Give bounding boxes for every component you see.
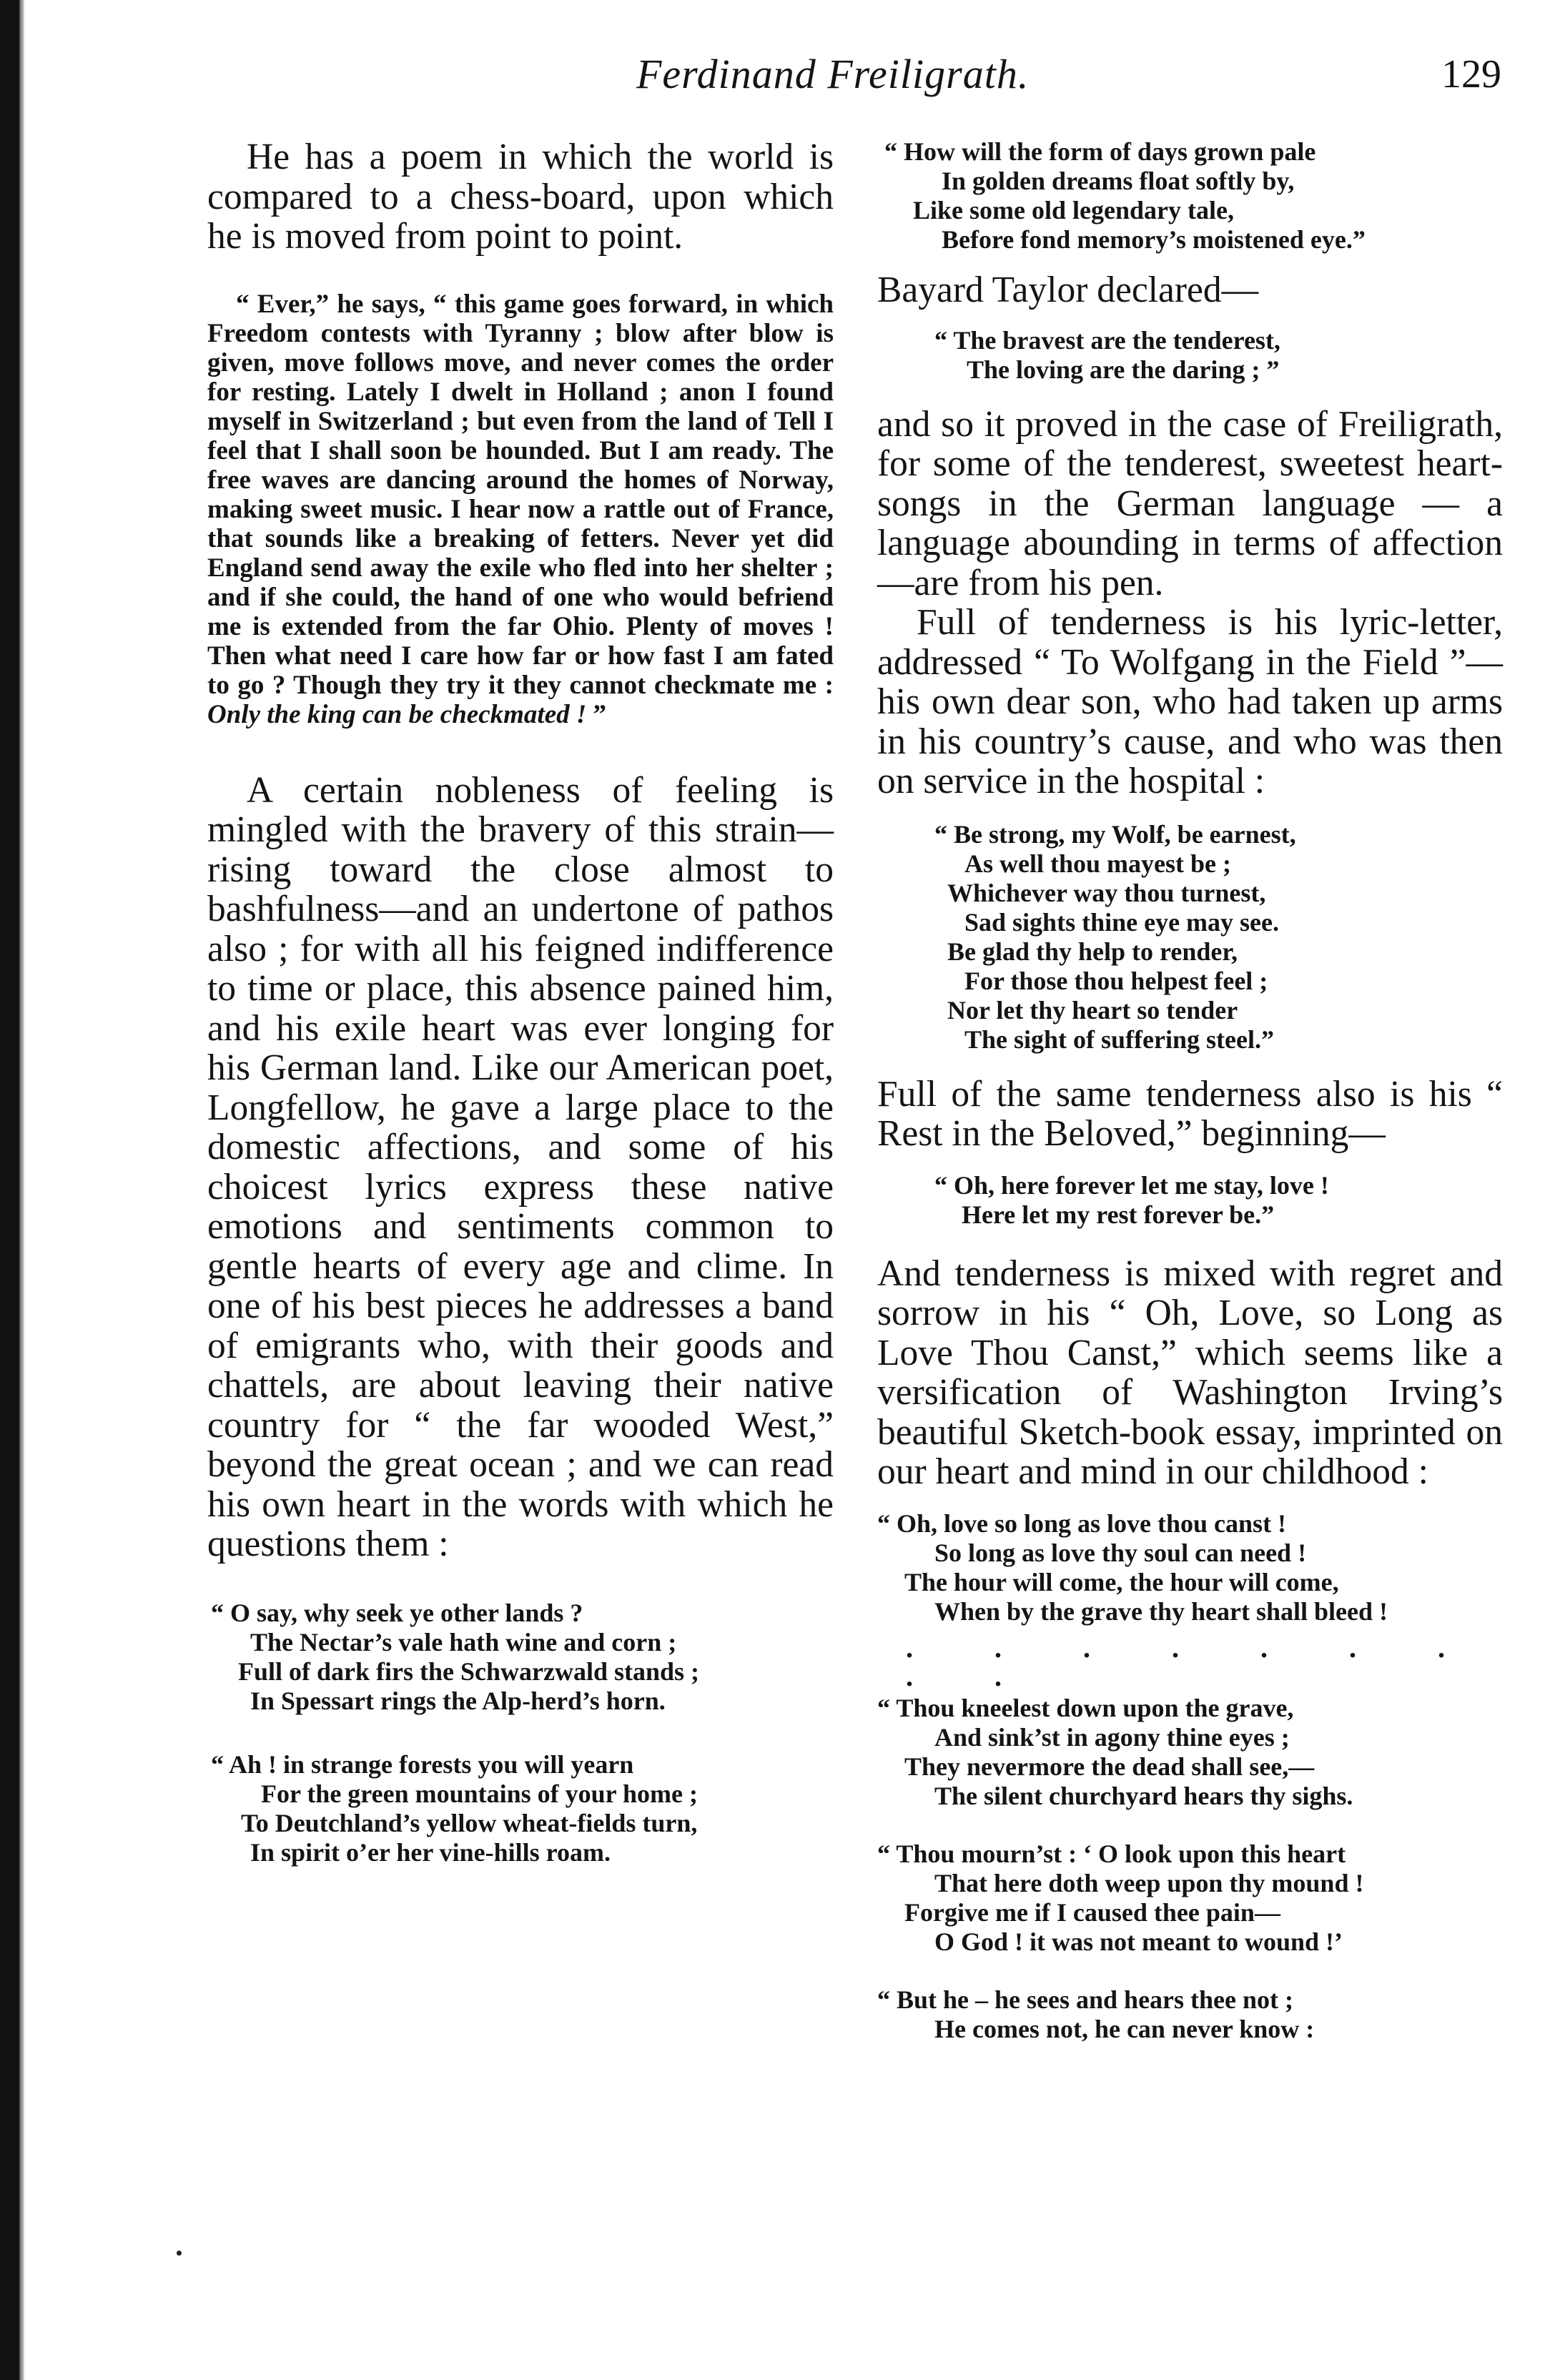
stanza-line: The sight of suffering steel.” <box>964 1024 1274 1054</box>
stanza-line: Full of dark firs the Schwarzwald stands ; <box>238 1656 700 1686</box>
stanza-line: The silent churchyard hears thy sighs. <box>934 1781 1353 1810</box>
stanza-line: “ Be strong, my Wolf, be earnest, <box>934 819 1296 849</box>
stanza-line: They nevermore the dead shall see,— <box>904 1752 1315 1781</box>
proved-paragraph: and so it proved in the case of Freiligrath, for some of the tenderest, sweetest heart-songs in the German language — a language abounding in terms of affection—are from his pen. <box>877 403 1503 603</box>
stanza-line: To Deutchland’s yellow wheat-fields turn, <box>241 1808 698 1837</box>
stanza-line: “ How will the form of days grown pale <box>884 137 1316 166</box>
stanza-line: Nor let thy heart so tender <box>947 995 1238 1024</box>
stanza-line: Be glad thy help to render, <box>947 937 1238 966</box>
stanza-line: Here let my rest forever be.” <box>962 1200 1275 1229</box>
stanza-line: He comes not, he can never know : <box>934 2014 1315 2043</box>
chess-quote-italic: Only the king can be checkmated ! <box>207 699 587 729</box>
stanza-line: So long as love thy soul can need ! <box>934 1538 1307 1567</box>
stanza-line: “ Thou mourn’st : ‘ O look upon this heart <box>877 1839 1346 1868</box>
nobleness-paragraph: A certain nobleness of feeling is mingled with the bravery of this strain—rising toward the close almost to bashfulness—and an undertone of pathos also ; for with all his feigned indifference to time or place, this absence pained him, and his exile heart was ever longing for his German land. Like our American poet, Longfellow, he gave a large place to the domestic affections, and some of his choicest lyrics express these native emotions and sentiments common to gentle hearts of every age and clime. In one of his best pieces he addresses a band of emigrants who, with their goods and chattels, are about leaving their native country for “ the far wooded West,” beyond the great ocean ; and we can read his own heart in the words with which he questions them : <box>207 769 834 1564</box>
stanza-line: When by the grave thy heart shall bleed ! <box>934 1596 1388 1626</box>
stanza-line: “ Oh, here forever let me stay, love ! <box>934 1170 1329 1200</box>
rest-beloved-paragraph: Full of the same tenderness also is his “ Rest in the Beloved,” beginning— <box>877 1073 1503 1154</box>
stanza-line: In spirit o’er her vine-hills roam. <box>250 1837 611 1867</box>
page-binding-edge <box>0 0 19 2380</box>
stanza-line: The Nectar’s vale hath wine and corn ; <box>250 1627 677 1656</box>
stanza-line: That here doth weep upon thy mound ! <box>934 1868 1364 1897</box>
stanza-line: O God ! it was not meant to wound !’ <box>934 1927 1343 1956</box>
stanza-line: “ But he – he sees and hears thee not ; <box>877 1985 1293 2014</box>
chess-quote-text: “ Ever,” he says, “ this game goes forward, in which Freedom contests with Tyranny ; blow after blow is given, move follows move, and never comes the order for resting. Lately I dwelt in Holland ; anon I found myself in Switzerland ; but even from the land of Tell I feel that I shall soon be hounded. But I am ready. The free waves are dancing around the homes of Norway, making sweet music. I hear now a rattle out of France, that sounds like a breaking of fetters. Never yet did England send away the exile who fled into her shelter ; and if she could, the hand of one who would befriend me is extended from the far Ohio. Plenty of moves ! Then what need I care how far or how fast I am fated to go ? Though they try it they cannot checkmate me : <box>207 289 834 700</box>
stanza-line: For the green mountains of your home ; <box>261 1779 698 1808</box>
intro-paragraph: He has a poem in which the world is compared to a chess-board, upon which he is moved from point to point. <box>207 137 834 257</box>
page-header <box>207 43 1501 100</box>
stanza-line: The hour will come, the hour will come, <box>904 1567 1339 1596</box>
rest-stanza <box>877 1171 1503 1230</box>
stanza-line: Whichever way thou turnest, <box>947 878 1266 907</box>
chess-quote-close: ” <box>586 699 607 729</box>
wolfgang-stanza <box>877 820 1503 1055</box>
sees-stanza <box>877 1985 1503 2044</box>
stanza-line: “ Ah ! in strange forests you will yearn <box>211 1749 634 1779</box>
page-number: 129 <box>1441 52 1501 97</box>
stanza-line: In Spessart rings the Alp-herd’s horn. <box>250 1686 666 1715</box>
stanza-line: And sink’st in agony thine eyes ; <box>934 1722 1290 1752</box>
tenderness-paragraph: Full of tenderness is his lyric-letter, addressed “ To Wolfgang in the Field ”—his own dear son, who had taken up arms in his country’s cause, and who was then on service in the hospital : <box>877 602 1503 801</box>
regret-paragraph: And tenderness is mixed with regret and sorrow in his “ Oh, Love, so Long as Love Thou Canst,” which seems like a versification of Washington Irving’s beautiful Sketch-book essay, imprinted on our heart and mind in our childhood : <box>877 1253 1503 1492</box>
days-stanza <box>877 137 1503 255</box>
stanza-line: For those thou helpest feel ; <box>964 966 1268 995</box>
emigrant-stanza-2 <box>207 1750 834 1867</box>
stanza-line: The loving are the daring ; ” <box>967 355 1280 384</box>
running-title: Ferdinand Freiligrath. <box>636 51 1030 97</box>
stanza-line: “ Oh, love so long as love thou canst ! <box>877 1509 1287 1538</box>
bayard-taylor-line: Bayard Taylor declared— <box>877 270 1259 310</box>
stanza-line: “ Thou kneelest down upon the grave, <box>877 1693 1294 1722</box>
love-stanza <box>877 1509 1503 1626</box>
page-binding-shadow <box>19 0 24 2380</box>
ink-speck <box>177 2251 182 2256</box>
bravest-stanza <box>877 326 1503 385</box>
emigrant-stanza-1 <box>207 1599 834 1716</box>
stanza-line: Forgive me if I caused thee pain— <box>904 1897 1280 1927</box>
chess-quote-paragraph <box>207 290 834 729</box>
stanza-line: In golden dreams float softly by, <box>942 167 1295 195</box>
stanza-line: Before fond memory’s moistened eye.” <box>942 225 1366 254</box>
stanza-line: “ The bravest are the tenderest, <box>934 325 1280 355</box>
left-column <box>207 137 834 1867</box>
right-column <box>877 137 1503 2044</box>
ellipsis-dots: . . . . . . . . . <box>906 1631 1482 1692</box>
kneelest-stanza <box>877 1694 1503 1811</box>
stanza-line: “ O say, why seek ye other lands ? <box>211 1598 583 1627</box>
stanza-line: Like some old legendary tale, <box>913 196 1234 224</box>
stanza-line: Sad sights thine eye may see. <box>964 907 1279 937</box>
mourn-stanza <box>877 1840 1503 1957</box>
stanza-line: As well thou mayest be ; <box>964 849 1231 878</box>
